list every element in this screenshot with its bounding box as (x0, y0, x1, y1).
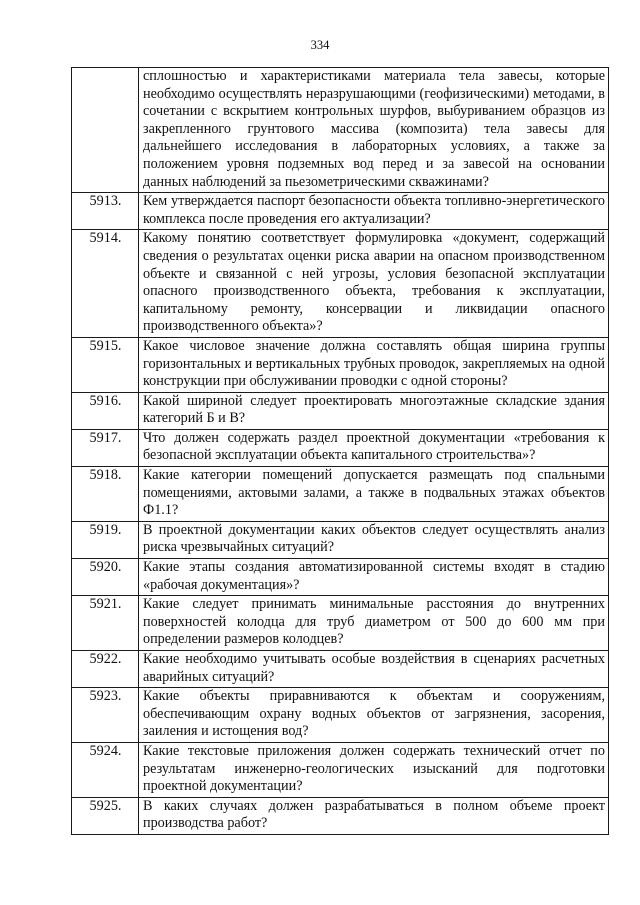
table-row (72, 392, 609, 429)
table-row (72, 230, 609, 338)
question-number (72, 68, 139, 193)
question-text: В проектной документации каких объектов следует осуществлять анализ риска чрезвычайных ситуаций? (139, 521, 609, 558)
question-number: 5920. (72, 559, 139, 596)
question-number: 5919. (72, 521, 139, 558)
question-number: 5915. (72, 337, 139, 392)
question-text: Какому понятию соответствует формулировка «документ, содержащий сведения о результатах оценки риска аварии на опасном производственном объекте и связанной с ней угрозы, условия безопасной эксплуатации опасного производственного объекта, требования к эксплуатации, капитальному ремонту, консервации и ликвидации опасного производственного объекта»? (139, 230, 609, 338)
question-text: Что должен содержать раздел проектной документации «требования к безопасной эксплуатации объекта капитального строительства»? (139, 429, 609, 466)
table-row (72, 688, 609, 743)
table-row (72, 521, 609, 558)
questions-table (71, 67, 609, 835)
table-row (72, 742, 609, 797)
question-text: Какие необходимо учитывать особые воздействия в сценариях расчетных аварийных ситуаций? (139, 651, 609, 688)
question-text: Какие объекты приравниваются к объектам и сооружениям, обеспечивающим охрану водных объектов от загрязнения, засорения, заиления и истощения вод? (139, 688, 609, 743)
question-number: 5917. (72, 429, 139, 466)
question-text: Какой шириной следует проектировать многоэтажные складские здания категорий Б и В? (139, 392, 609, 429)
question-text: сплошностью и характеристиками материала тела завесы, которые необходимо осуществлять неразрушающими (геофизическими) методами, в сочетании с вскрытием контрольных шурфов, выбуриванием образцов из закрепленного грунтового массива (композита) тела завесы для дальнейшего исследования в лабораторных условиях, а также за положением уровня подземных вод перед и за завесой на основании данных наблюдений за пьезометрическими скважинами? (139, 68, 609, 193)
question-text: Какие следует принимать минимальные расстояния до внутренних поверхностей колодца для труб диаметром от 500 до 600 мм при определении размеров колодцев? (139, 596, 609, 651)
table-row (72, 337, 609, 392)
questions-table-body (72, 68, 609, 835)
question-number: 5916. (72, 392, 139, 429)
table-row (72, 596, 609, 651)
question-text: Какие категории помещений допускается размещать под спальными помещениями, актовыми залами, а также в подвальных этажах объектов Ф1.1? (139, 467, 609, 522)
question-text: Кем утверждается паспорт безопасности объекта топливно-энергетического комплекса после проведения его актуализации? (139, 193, 609, 230)
table-row (72, 193, 609, 230)
page-number: 334 (310, 38, 330, 52)
question-text: В каких случаях должен разрабатываться в полном объеме проект производства работ? (139, 797, 609, 834)
table-row (72, 429, 609, 466)
question-text: Какие этапы создания автоматизированной системы входят в стадию «рабочая документация»? (139, 559, 609, 596)
table-row (72, 651, 609, 688)
question-number: 5924. (72, 742, 139, 797)
question-number: 5913. (72, 193, 139, 230)
question-text: Какие текстовые приложения должен содержать технический отчет по результатам инженерно-геологических изысканий для подготовки проектной документации? (139, 742, 609, 797)
table-row (72, 467, 609, 522)
table-row (72, 559, 609, 596)
question-text: Какое числовое значение должна составлять общая ширина группы горизонтальных и вертикальных трубных проводок, закрепляемых на одной конструкции при обслуживании проводки с одной стороны? (139, 337, 609, 392)
question-number: 5921. (72, 596, 139, 651)
question-number: 5918. (72, 467, 139, 522)
question-number: 5922. (72, 651, 139, 688)
table-row (72, 797, 609, 834)
question-number: 5914. (72, 230, 139, 338)
question-number: 5925. (72, 797, 139, 834)
table-row (72, 68, 609, 193)
question-number: 5923. (72, 688, 139, 743)
